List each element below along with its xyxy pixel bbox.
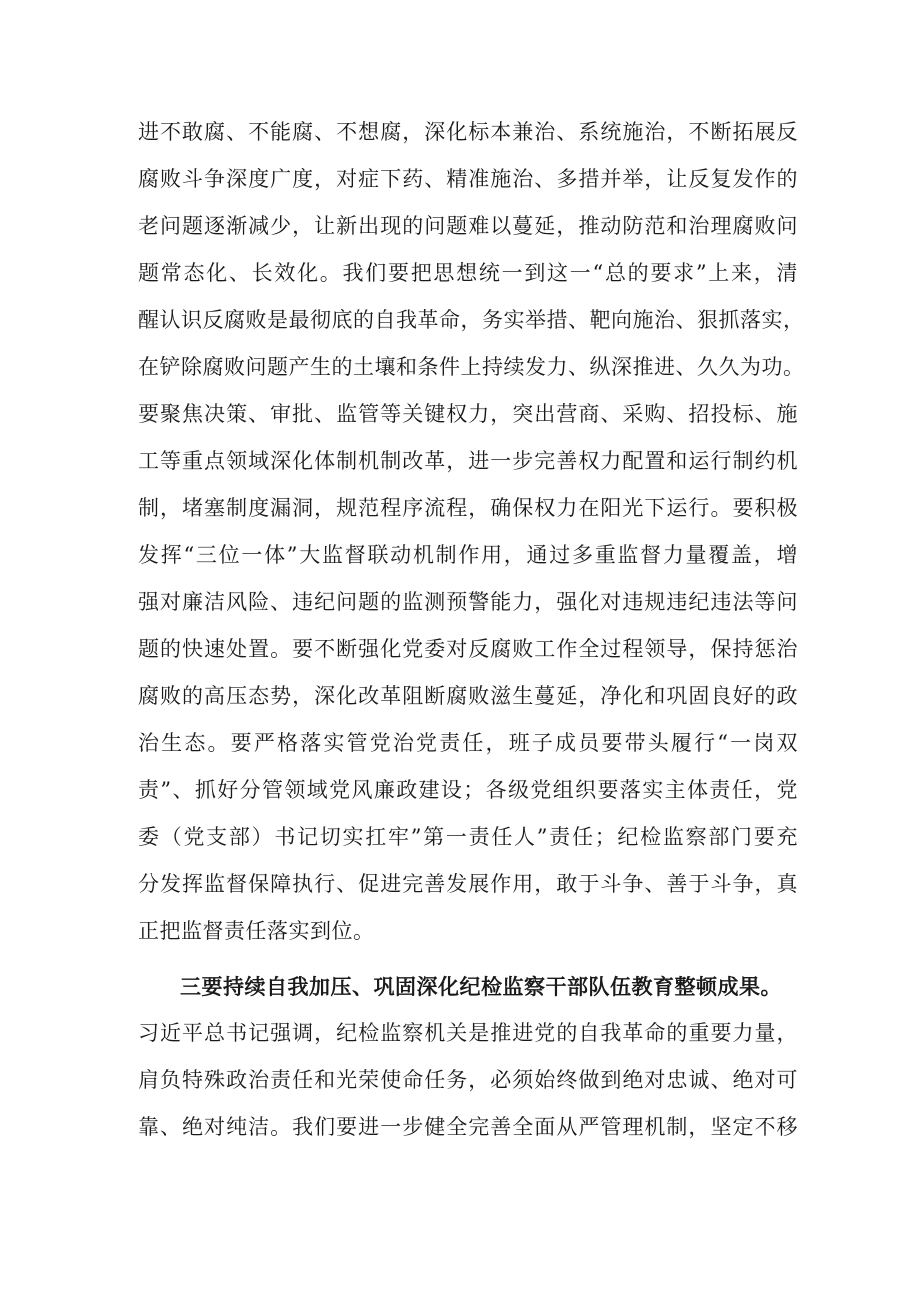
text-line: 强对廉洁风险、违纪问题的监测预警能力，强化对违规违纪违法等问 [138, 590, 798, 614]
paragraph-2 [138, 963, 798, 1151]
text-line: 老问题逐渐减少，让新出现的问题难以蔓延，推动防范和治理腐败问 [138, 214, 798, 238]
text-line: 制，堵塞制度漏洞，规范程序流程，确保权力在阳光下运行。要积极 [138, 496, 798, 520]
text-line: 正把监督责任落实到位。 [138, 919, 375, 943]
text-line: 委（党支部）书记切实扛牢”第一责任人”责任；纪检监察部门要充 [138, 825, 798, 849]
text-line: 靠、绝对纯洁。我们要进一步健全完善全面从严管理机制，坚定不移 [138, 1115, 798, 1139]
text-line: 腐败斗争深度广度，对症下药、精准施治、多措并举，让反复发作的 [138, 167, 798, 191]
text-line: 工等重点领域深化体制机制改革，进一步完善权力配置和运行制约机 [138, 449, 798, 473]
text-line: 在铲除腐败问题产生的土壤和条件上持续发力、纵深推进、久久为功。 [138, 355, 805, 379]
text-line: 腐败的高压态势，深化改革阻断腐败滋生蔓延，净化和巩固良好的政 [138, 684, 798, 708]
text-line: 肩负特殊政治责任和光荣使命任务，必须始终做到绝对忠诚、绝对可 [138, 1068, 798, 1092]
paragraph-1 [138, 109, 805, 955]
text-line: 进不敢腐、不能腐、不想腐，深化标本兼治、系统施治，不断拓展反 [138, 120, 798, 144]
text-line: 分发挥监督保障执行、促进完善发展作用，敢于斗争、善于斗争，真 [138, 872, 798, 896]
text-line: 醒认识反腐败是最彻底的自我革命，务实举措、靶向施治、狠抓落实， [138, 308, 805, 332]
text-line: 题的快速处置。要不断强化党委对反腐败工作全过程领导，保持惩治 [138, 637, 798, 661]
text-line: 习近平总书记强调，纪检监察机关是推进党的自我革命的重要力量， [138, 1021, 798, 1045]
text-line: 责”、抓好分管领域党风廉政建设；各级党组织要落实主体责任，党 [138, 778, 798, 802]
text-line: 治生态。要严格落实管党治党责任，班子成员要带头履行“一岗双 [138, 731, 798, 755]
text-line: 题常态化、长效化。我们要把思想统一到这一“总的要求”上来，清 [138, 261, 798, 285]
paragraph-gap [138, 955, 798, 963]
text-line: 发挥“三位一体”大监督联动机制作用，通过多重监督力量覆盖，增 [138, 543, 798, 567]
text-line: 要聚焦决策、审批、监管等关键权力，突出营商、采购、招投标、施 [138, 402, 798, 426]
section-heading: 三要持续自我加压、巩固深化纪检监察干部队伍教育整顿成果。 [180, 974, 782, 999]
body-text [138, 109, 805, 1151]
